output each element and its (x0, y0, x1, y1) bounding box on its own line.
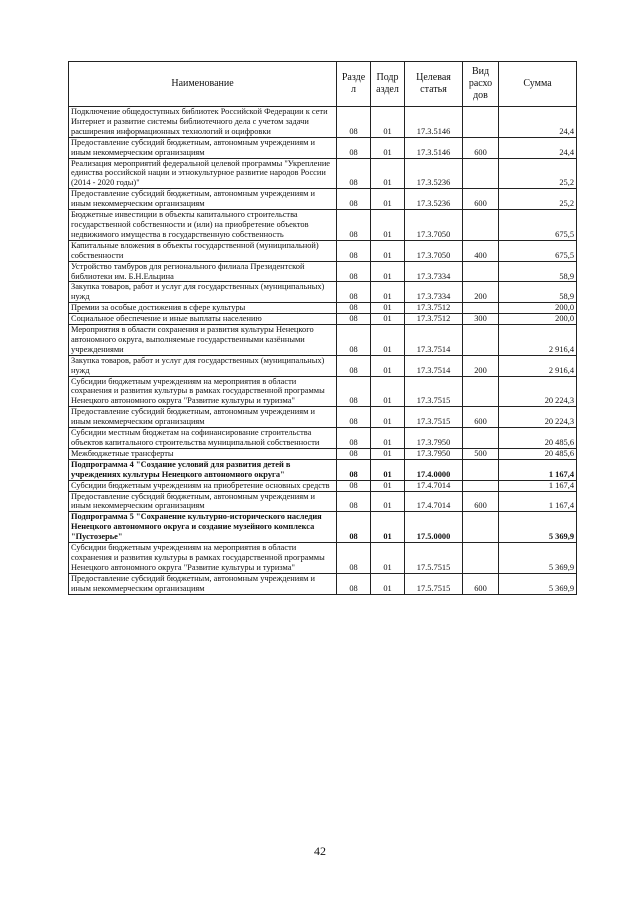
cell-target: 17.3.7514 (405, 325, 463, 356)
cell-target: 17.3.7515 (405, 407, 463, 428)
table-body (69, 107, 577, 595)
table-row (69, 428, 577, 449)
cell-razdel: 08 (337, 543, 371, 574)
cell-vid (463, 543, 499, 574)
cell-sum: 24,4 (499, 107, 577, 138)
cell-target: 17.3.7050 (405, 240, 463, 261)
cell-target: 17.5.7515 (405, 543, 463, 574)
table-row (69, 491, 577, 512)
cell-target: 17.3.7334 (405, 261, 463, 282)
cell-target: 17.3.7512 (405, 303, 463, 314)
cell-podrazdel: 01 (371, 573, 405, 594)
cell-name: Межбюджетные трансферты (69, 448, 337, 459)
cell-target: 17.3.5146 (405, 107, 463, 138)
table-row (69, 325, 577, 356)
cell-vid (463, 107, 499, 138)
table-row (69, 210, 577, 241)
cell-name: Предоставление субсидий бюджетным, автономным учреждениям и иным некоммерческим организациям (69, 491, 337, 512)
cell-sum: 20 485,6 (499, 428, 577, 449)
cell-target: 17.3.7515 (405, 376, 463, 407)
cell-sum: 58,9 (499, 282, 577, 303)
cell-vid: 500 (463, 448, 499, 459)
cell-vid (463, 376, 499, 407)
page-number: 42 (314, 844, 326, 858)
cell-sum: 675,5 (499, 240, 577, 261)
cell-podrazdel: 01 (371, 240, 405, 261)
table-row (69, 459, 577, 480)
cell-vid (463, 325, 499, 356)
cell-name: Подпрограмма 5 "Сохранение культурно-исторического наследия Ненецкого автономного округа и создание музейного комплекса "Пустозерье" (69, 512, 337, 543)
cell-name: Устройство тамбуров для регионального филиала Президентской библиотеки им. Б.Н.Ельцина (69, 261, 337, 282)
table-row (69, 573, 577, 594)
cell-podrazdel: 01 (371, 543, 405, 574)
cell-vid (463, 459, 499, 480)
cell-sum: 5 369,9 (499, 543, 577, 574)
cell-sum: 200,0 (499, 314, 577, 325)
cell-razdel: 08 (337, 459, 371, 480)
cell-name: Социальное обеспечение и иные выплаты населению (69, 314, 337, 325)
cell-razdel: 08 (337, 107, 371, 138)
cell-sum: 1 167,4 (499, 459, 577, 480)
cell-target: 17.3.5236 (405, 158, 463, 189)
cell-sum: 2 916,4 (499, 325, 577, 356)
cell-target: 17.3.7950 (405, 448, 463, 459)
cell-target: 17.3.5236 (405, 189, 463, 210)
cell-name: Субсидии местным бюджетам на софинансирование строительства объектов капитального строительства муниципальной собственности (69, 428, 337, 449)
cell-razdel: 08 (337, 261, 371, 282)
cell-target: 17.3.5146 (405, 137, 463, 158)
cell-podrazdel: 01 (371, 303, 405, 314)
table-row (69, 240, 577, 261)
table-row (69, 137, 577, 158)
table-row (69, 376, 577, 407)
cell-sum: 20 224,3 (499, 407, 577, 428)
cell-razdel: 08 (337, 573, 371, 594)
cell-target: 17.3.7514 (405, 355, 463, 376)
table-row (69, 543, 577, 574)
cell-target: 17.5.0000 (405, 512, 463, 543)
cell-vid (463, 303, 499, 314)
table-row (69, 282, 577, 303)
cell-vid (463, 512, 499, 543)
cell-vid (463, 158, 499, 189)
cell-name: Предоставление субсидий бюджетным, автономным учреждениям и иным некоммерческим организациям (69, 137, 337, 158)
table-row (69, 261, 577, 282)
table-row (69, 107, 577, 138)
cell-name: Подключение общедоступных библиотек Российской Федерации к сети Интернет и развитие системы библиотечного дела с учетом задачи расширения информационных технологий и оцифровки (69, 107, 337, 138)
cell-podrazdel: 01 (371, 491, 405, 512)
table-row (69, 314, 577, 325)
table-row (69, 407, 577, 428)
cell-razdel: 08 (337, 355, 371, 376)
cell-razdel: 08 (337, 480, 371, 491)
cell-podrazdel: 01 (371, 376, 405, 407)
cell-podrazdel: 01 (371, 448, 405, 459)
cell-podrazdel: 01 (371, 158, 405, 189)
budget-table (68, 61, 577, 595)
cell-vid: 600 (463, 189, 499, 210)
cell-target: 17.3.7334 (405, 282, 463, 303)
cell-vid: 600 (463, 137, 499, 158)
cell-name: Премии за особые достижения в сфере культуры (69, 303, 337, 314)
cell-name: Подпрограмма 4 "Создание условий для развития детей в учреждениях культуры Ненецкого автономного округа" (69, 459, 337, 480)
cell-sum: 58,9 (499, 261, 577, 282)
cell-target: 17.4.7014 (405, 480, 463, 491)
cell-razdel: 08 (337, 158, 371, 189)
cell-razdel: 08 (337, 325, 371, 356)
cell-vid (463, 210, 499, 241)
header-row (69, 62, 577, 107)
cell-podrazdel: 01 (371, 261, 405, 282)
cell-sum: 20 224,3 (499, 376, 577, 407)
cell-podrazdel: 01 (371, 137, 405, 158)
table-row (69, 480, 577, 491)
cell-name: Реализация мероприятий федеральной целевой программы "Укрепление единства российской нации и этнокультурное развитие народов России (2014 - 2020 годы)" (69, 158, 337, 189)
cell-target: 17.4.7014 (405, 491, 463, 512)
table-row (69, 448, 577, 459)
cell-vid: 600 (463, 407, 499, 428)
cell-sum: 200,0 (499, 303, 577, 314)
cell-target: 17.5.7515 (405, 573, 463, 594)
cell-name: Предоставление субсидий бюджетным, автономным учреждениям и иным некоммерческим организациям (69, 573, 337, 594)
header-podrazdel: Подр аздел (371, 62, 405, 107)
cell-razdel: 08 (337, 314, 371, 325)
cell-sum: 25,2 (499, 158, 577, 189)
cell-razdel: 08 (337, 512, 371, 543)
cell-name: Предоставление субсидий бюджетным, автономным учреждениям и иным некоммерческим организациям (69, 189, 337, 210)
cell-target: 17.4.0000 (405, 459, 463, 480)
cell-vid (463, 428, 499, 449)
cell-razdel: 08 (337, 407, 371, 428)
cell-name: Мероприятия в области сохранения и развития культуры Ненецкого автономного округа, выполняемые государственными казёнными учреждениями (69, 325, 337, 356)
cell-vid: 600 (463, 491, 499, 512)
cell-vid: 300 (463, 314, 499, 325)
cell-podrazdel: 01 (371, 428, 405, 449)
cell-podrazdel: 01 (371, 512, 405, 543)
cell-name: Закупка товаров, работ и услуг для государственных (муниципальных) нужд (69, 282, 337, 303)
cell-sum: 5 369,9 (499, 573, 577, 594)
cell-vid (463, 480, 499, 491)
cell-sum: 24,4 (499, 137, 577, 158)
cell-podrazdel: 01 (371, 314, 405, 325)
cell-podrazdel: 01 (371, 107, 405, 138)
header-vid: Вид расхо дов (463, 62, 499, 107)
cell-podrazdel: 01 (371, 459, 405, 480)
cell-vid: 600 (463, 573, 499, 594)
cell-podrazdel: 01 (371, 210, 405, 241)
cell-vid: 200 (463, 355, 499, 376)
cell-razdel: 08 (337, 210, 371, 241)
cell-vid (463, 261, 499, 282)
header-sum: Сумма (499, 62, 577, 107)
cell-target: 17.3.7512 (405, 314, 463, 325)
header-razdel: Разде л (337, 62, 371, 107)
cell-name: Предоставление субсидий бюджетным, автономным учреждениям и иным некоммерческим организациям (69, 407, 337, 428)
cell-name: Субсидии бюджетным учреждениям на мероприятия в области сохранения и развития культуры в рамках государственной программы Ненецкого автономного округа "Развитие культуры и туризма" (69, 543, 337, 574)
cell-podrazdel: 01 (371, 189, 405, 210)
cell-sum: 20 485,6 (499, 448, 577, 459)
header-target: Целевая статья (405, 62, 463, 107)
cell-vid: 400 (463, 240, 499, 261)
cell-razdel: 08 (337, 189, 371, 210)
header-name: Наименование (69, 62, 337, 107)
cell-razdel: 08 (337, 303, 371, 314)
cell-razdel: 08 (337, 137, 371, 158)
cell-razdel: 08 (337, 240, 371, 261)
cell-podrazdel: 01 (371, 282, 405, 303)
cell-podrazdel: 01 (371, 407, 405, 428)
cell-podrazdel: 01 (371, 325, 405, 356)
cell-razdel: 08 (337, 491, 371, 512)
cell-name: Субсидии бюджетным учреждениям на приобретение основных средств (69, 480, 337, 491)
cell-target: 17.3.7950 (405, 428, 463, 449)
cell-razdel: 08 (337, 428, 371, 449)
table-row (69, 355, 577, 376)
cell-name: Субсидии бюджетным учреждениям на мероприятия в области сохранения и развития культуры в рамках государственной программы Ненецкого автономного округа "Развитие культуры и туризма" (69, 376, 337, 407)
cell-sum: 1 167,4 (499, 480, 577, 491)
cell-sum: 2 916,4 (499, 355, 577, 376)
table-row (69, 158, 577, 189)
cell-name: Капитальные вложения в объекты государственной (муниципальной) собственности (69, 240, 337, 261)
cell-target: 17.3.7050 (405, 210, 463, 241)
cell-sum: 5 369,9 (499, 512, 577, 543)
cell-podrazdel: 01 (371, 480, 405, 491)
cell-sum: 25,2 (499, 189, 577, 210)
cell-razdel: 08 (337, 282, 371, 303)
cell-vid: 200 (463, 282, 499, 303)
table-row (69, 512, 577, 543)
cell-razdel: 08 (337, 376, 371, 407)
cell-podrazdel: 01 (371, 355, 405, 376)
cell-sum: 675,5 (499, 210, 577, 241)
table-row (69, 303, 577, 314)
cell-name: Бюджетные инвестиции в объекты капитального строительства государственной собственности и (или) на приобретение объектов недвижимого имущества в государственную собственность (69, 210, 337, 241)
table-row (69, 189, 577, 210)
cell-sum: 1 167,4 (499, 491, 577, 512)
cell-name: Закупка товаров, работ и услуг для государственных (муниципальных) нужд (69, 355, 337, 376)
cell-razdel: 08 (337, 448, 371, 459)
